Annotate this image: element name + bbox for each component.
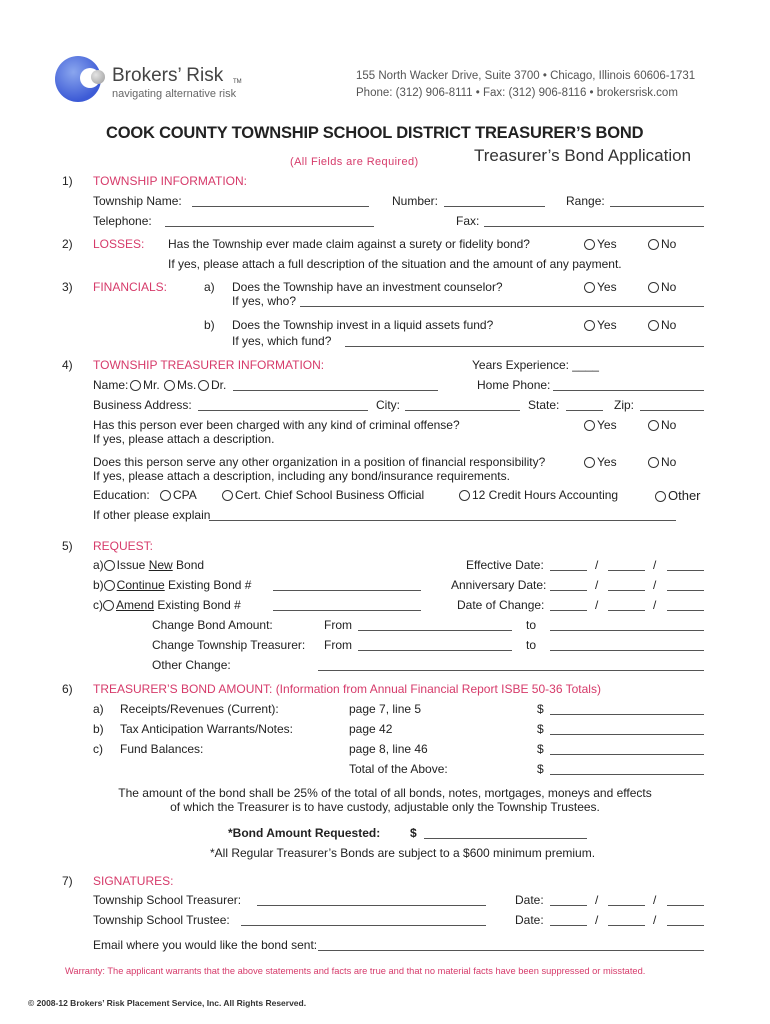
date-slash: / xyxy=(595,558,599,572)
date-month-field[interactable] xyxy=(550,925,587,926)
treasurer-signature-label: Township School Treasurer: xyxy=(93,893,242,907)
radio-icon xyxy=(222,490,233,501)
section-7-number: 7) xyxy=(62,874,73,888)
request-b-letter: b) xyxy=(93,578,104,592)
yes-label: Yes xyxy=(597,455,617,469)
amount-row-a-label: Receipts/Revenues (Current): xyxy=(120,702,279,716)
zip-label: Zip: xyxy=(614,398,635,412)
radio-icon xyxy=(584,239,595,250)
education-cpa-option[interactable] xyxy=(160,488,197,502)
mr-label: Mr. xyxy=(143,378,160,392)
amount-row-b-ref: page 42 xyxy=(349,722,393,736)
radio-icon xyxy=(130,380,141,391)
date-slash: / xyxy=(653,913,657,927)
township-name-field[interactable] xyxy=(192,206,369,207)
radio-icon xyxy=(198,380,209,391)
date-slash: / xyxy=(595,893,599,907)
logo-tm: TM xyxy=(233,79,242,85)
company-contact: Phone: (312) 906-8111 • Fax: (312) 906-8116 • brokersrisk.com xyxy=(356,87,678,99)
radio-icon xyxy=(655,491,666,502)
date-year-field[interactable] xyxy=(667,925,704,926)
trustee-signature-label: Township School Trustee: xyxy=(93,913,230,927)
fund-balances-amount-field[interactable] xyxy=(550,754,704,755)
losses-note: If yes, please attach a full description of the situation and the amount of any payment. xyxy=(168,257,622,271)
section-3-number: 3) xyxy=(62,280,73,294)
trustee-date-label: Date: xyxy=(515,913,544,927)
tax-warrants-amount-field[interactable] xyxy=(550,734,704,735)
radio-icon xyxy=(584,457,595,468)
radio-icon xyxy=(164,380,175,391)
cpa-label: CPA xyxy=(173,488,197,502)
receipts-amount-field[interactable] xyxy=(550,714,704,715)
amend-text: Amend xyxy=(116,598,155,612)
number-field[interactable] xyxy=(444,206,545,207)
change-treasurer-from-field[interactable] xyxy=(358,650,512,651)
yes-label: Yes xyxy=(597,318,617,332)
name-field[interactable] xyxy=(233,390,438,391)
amount-row-c-label: Fund Balances: xyxy=(120,742,204,756)
amount-row-b-letter: b) xyxy=(93,722,104,736)
home-phone-field[interactable] xyxy=(553,390,704,391)
change-amount-from-label: From xyxy=(324,618,352,632)
range-field[interactable] xyxy=(610,206,704,207)
title-dr-option[interactable] xyxy=(198,378,226,392)
date-slash: / xyxy=(653,558,657,572)
change-treasurer-label: Change Township Treasurer: xyxy=(152,638,306,652)
email-label: Email where you would like the bond sent: xyxy=(93,938,318,952)
page-subtitle: Treasurer’s Bond Application xyxy=(474,146,692,165)
counselor-question: Does the Township have an investment counselor? xyxy=(232,280,503,294)
fund-which-field[interactable] xyxy=(345,346,704,347)
radio-icon xyxy=(459,490,470,501)
date-month-field[interactable] xyxy=(550,610,587,611)
amount-row-a-ref: page 7, line 5 xyxy=(349,702,422,716)
date-year-field[interactable] xyxy=(667,905,704,906)
warranty-note: Warranty: The applicant warrants that the above statements and facts are true and that no material facts have been suppressed or misstated. xyxy=(65,966,646,976)
years-experience: Years Experience: ____ xyxy=(472,358,599,372)
state-label: State: xyxy=(528,398,560,412)
home-phone-label: Home Phone: xyxy=(477,378,551,392)
section-6-label: TREASURER’S BOND AMOUNT: (Information from Annual Financial Report ISBE 50-36 Totals) xyxy=(93,682,601,696)
criminal-yes-option[interactable] xyxy=(584,418,617,432)
radio-icon xyxy=(648,320,659,331)
treasurer-date-label: Date: xyxy=(515,893,544,907)
copyright: © 2008-12 Brokers’ Risk Placement Service, Inc. All Rights Reserved. xyxy=(28,998,307,1008)
radio-icon xyxy=(584,320,595,331)
fund-which-label: If yes, which fund? xyxy=(232,334,332,348)
fund-no-option[interactable] xyxy=(648,318,676,332)
date-slash: / xyxy=(595,598,599,612)
business-address-field[interactable] xyxy=(198,410,368,411)
bond-text: Bond xyxy=(172,558,205,572)
organization-no-option[interactable] xyxy=(648,455,676,469)
organization-yes-option[interactable] xyxy=(584,455,617,469)
trustee-signature-field[interactable] xyxy=(241,925,486,926)
minimum-premium-note: *All Regular Treasurer’s Bonds are subject to a $600 minimum premium. xyxy=(210,846,596,860)
date-day-field[interactable] xyxy=(608,610,645,611)
organization-question: Does this person serve any other organization in a position of financial responsibility? xyxy=(93,455,546,469)
telephone-field[interactable] xyxy=(165,226,374,227)
bond-rule-note-1: The amount of the bond shall be 25% of the total of all bonds, notes, mortgages, moneys and effects xyxy=(118,786,652,800)
radio-icon xyxy=(584,420,595,431)
section-6-number: 6) xyxy=(62,682,73,696)
total-amount-field[interactable] xyxy=(550,774,704,775)
total-label: Total of the Above: xyxy=(349,762,448,776)
education-credit-option[interactable] xyxy=(459,488,618,502)
radio-icon xyxy=(160,490,171,501)
section-1-label: TOWNSHIP INFORMATION: xyxy=(93,174,248,188)
other-explain-field[interactable] xyxy=(209,520,676,521)
request-continue-option[interactable] xyxy=(93,578,251,592)
section-4-label: TOWNSHIP TREASURER INFORMATION: xyxy=(93,358,325,372)
counselor-no-option[interactable] xyxy=(648,280,676,294)
dollar-sign: $ xyxy=(537,722,544,736)
date-month-field[interactable] xyxy=(550,905,587,906)
bond-rule-note-2: of which the Treasurer is to have custody, adjustable only the Township Trustees. xyxy=(170,800,600,814)
date-day-field[interactable] xyxy=(608,925,645,926)
fund-question: Does the Township invest in a liquid assets fund? xyxy=(232,318,494,332)
criminal-note: If yes, please attach a description. xyxy=(93,432,275,446)
section-4-number: 4) xyxy=(62,358,73,372)
change-treasurer-from-label: From xyxy=(324,638,352,652)
request-amend-option[interactable] xyxy=(93,598,241,612)
other-change-label: Other Change: xyxy=(152,658,231,672)
date-slash: / xyxy=(595,578,599,592)
section-1-number: 1) xyxy=(62,174,73,188)
request-c-letter: c) xyxy=(93,598,103,612)
counselor-who-label: If yes, who? xyxy=(232,294,297,308)
criminal-question: Has this person ever been charged with any kind of criminal offense? xyxy=(93,418,460,432)
dollar-sign: $ xyxy=(410,826,417,840)
ms-label: Ms. xyxy=(177,378,197,392)
dollar-sign: $ xyxy=(537,742,544,756)
logo-tagline: navigating alternative risk xyxy=(112,88,237,100)
education-ccsbo-option[interactable] xyxy=(222,488,424,502)
section-7-label: SIGNATURES: xyxy=(93,874,174,888)
amount-row-c-ref: page 8, line 46 xyxy=(349,742,428,756)
city-field[interactable] xyxy=(405,410,520,411)
bond-requested-label: *Bond Amount Requested: xyxy=(228,826,381,840)
date-slash: / xyxy=(653,893,657,907)
change-treasurer-to-label: to xyxy=(526,638,537,652)
other-explain-label: If other please explain xyxy=(93,508,211,522)
change-amount-to-label: to xyxy=(526,618,537,632)
continue-bond-number-field[interactable] xyxy=(273,590,421,591)
criminal-no-option[interactable] xyxy=(648,418,676,432)
losses-no-option[interactable] xyxy=(648,237,676,251)
zip-field[interactable] xyxy=(640,410,704,411)
organization-note: If yes, please attach a description, including any bond/insurance requirements. xyxy=(93,469,510,483)
business-address-label: Business Address: xyxy=(93,398,192,412)
continue-bond-text: Existing Bond # xyxy=(164,578,252,592)
losses-question: Has the Township ever made claim against a surety or fidelity bond? xyxy=(168,237,530,251)
fax-field[interactable] xyxy=(484,226,704,227)
education-other-option[interactable] xyxy=(655,488,701,503)
township-name-label: Township Name: xyxy=(93,194,182,208)
financials-a-letter: a) xyxy=(204,280,215,294)
date-month-field[interactable] xyxy=(550,590,587,591)
amend-bond-text: Existing Bond # xyxy=(154,598,241,612)
state-field[interactable] xyxy=(566,410,603,411)
financials-b-letter: b) xyxy=(204,318,215,332)
email-field[interactable] xyxy=(318,950,704,951)
yes-label: Yes xyxy=(597,237,617,251)
losses-yes-option[interactable] xyxy=(584,237,617,251)
city-label: City: xyxy=(376,398,400,412)
date-year-field[interactable] xyxy=(667,570,704,571)
counselor-who-field[interactable] xyxy=(300,306,704,307)
date-slash: / xyxy=(595,913,599,927)
radio-icon xyxy=(648,239,659,250)
section-5-label: REQUEST: xyxy=(93,539,154,553)
yes-label: Yes xyxy=(597,418,617,432)
treasurer-signature-field[interactable] xyxy=(257,905,486,906)
logo-small-sphere-icon xyxy=(91,70,105,84)
dr-label: Dr. xyxy=(211,378,227,392)
radio-icon xyxy=(648,457,659,468)
section-5-number: 5) xyxy=(62,539,73,553)
change-amount-to-field[interactable] xyxy=(550,630,704,631)
dollar-sign: $ xyxy=(537,702,544,716)
fax-label: Fax: xyxy=(456,214,480,228)
number-label: Number: xyxy=(392,194,439,208)
amount-row-a-letter: a) xyxy=(93,702,104,716)
counselor-yes-option[interactable] xyxy=(584,280,617,294)
continue-text: Continue xyxy=(116,578,165,592)
fund-yes-option[interactable] xyxy=(584,318,617,332)
date-day-field[interactable] xyxy=(608,905,645,906)
change-amount-label: Change Bond Amount: xyxy=(152,618,273,632)
education-label: Education: xyxy=(93,488,150,502)
company-address: 155 North Wacker Drive, Suite 3700 • Chicago, Illinois 60606-1731 xyxy=(356,70,696,82)
amount-row-b-label: Tax Anticipation Warrants/Notes: xyxy=(120,722,293,736)
new-text: New xyxy=(148,558,173,572)
range-label: Range: xyxy=(566,194,605,208)
section-2-label: LOSSES: xyxy=(93,237,145,251)
date-year-field[interactable] xyxy=(667,590,704,591)
date-slash: / xyxy=(653,578,657,592)
request-a-letter: a) xyxy=(93,558,104,572)
section-3-label: FINANCIALS: xyxy=(93,280,168,294)
change-date-label: Date of Change: xyxy=(457,598,545,612)
anniversary-date-label: Anniversary Date: xyxy=(451,578,547,592)
dollar-sign: $ xyxy=(537,762,544,776)
issue-text: Issue xyxy=(116,558,149,572)
date-year-field[interactable] xyxy=(667,610,704,611)
amend-bond-number-field[interactable] xyxy=(273,610,421,611)
date-month-field[interactable] xyxy=(550,570,587,571)
radio-icon xyxy=(103,600,114,611)
yes-label: Yes xyxy=(597,280,617,294)
radio-icon xyxy=(104,560,115,571)
effective-date-label: Effective Date: xyxy=(466,558,544,572)
name-label: Name: xyxy=(93,378,129,392)
logo-name: Brokers’ Risk xyxy=(112,65,224,86)
radio-icon xyxy=(584,282,595,293)
section-2-number: 2) xyxy=(62,237,73,251)
no-label: No xyxy=(661,237,677,251)
request-new-option[interactable] xyxy=(93,558,204,572)
ccsbo-label: Cert. Chief School Business Official xyxy=(235,488,425,502)
page-title: COOK COUNTY TOWNSHIP SCHOOL DISTRICT TREASURER’S BOND xyxy=(106,124,644,142)
radio-icon xyxy=(648,420,659,431)
no-label: No xyxy=(661,280,677,294)
date-day-field[interactable] xyxy=(608,570,645,571)
title-ms-option[interactable] xyxy=(164,378,196,392)
telephone-label: Telephone: xyxy=(93,214,152,228)
date-slash: / xyxy=(653,598,657,612)
bond-requested-field[interactable] xyxy=(424,838,587,839)
no-label: No xyxy=(661,318,677,332)
other-change-field[interactable] xyxy=(318,670,704,671)
change-treasurer-to-field[interactable] xyxy=(550,650,704,651)
title-mr-option[interactable] xyxy=(130,378,160,392)
date-day-field[interactable] xyxy=(608,590,645,591)
no-label: No xyxy=(661,455,677,469)
change-amount-from-field[interactable] xyxy=(358,630,512,631)
radio-icon xyxy=(104,580,115,591)
no-label: No xyxy=(661,418,677,432)
required-note: (All Fields are Required) xyxy=(290,156,419,168)
amount-row-c-letter: c) xyxy=(93,742,103,756)
credit-label: 12 Credit Hours Accounting xyxy=(472,488,619,502)
radio-icon xyxy=(648,282,659,293)
other-label: Other xyxy=(668,488,701,503)
